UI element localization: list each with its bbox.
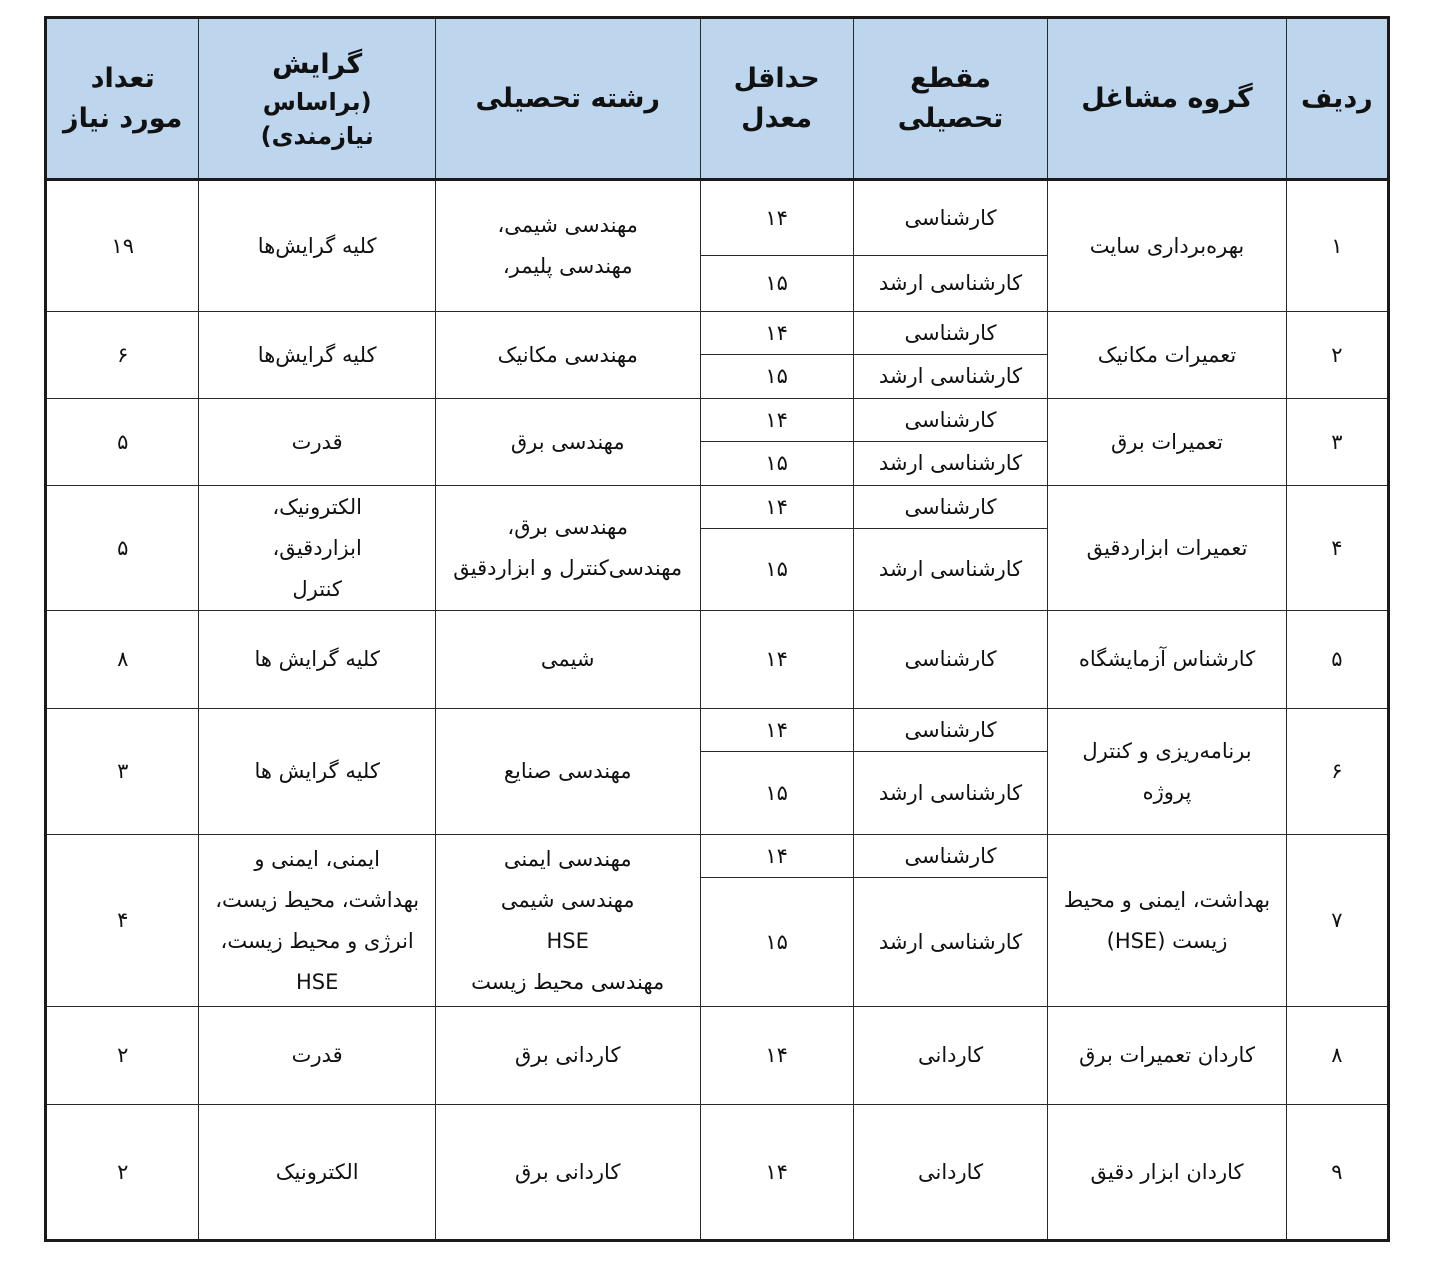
field-line: شیمی xyxy=(540,647,595,671)
degree-cell: کارشناسی xyxy=(853,312,1047,355)
degree-cell: کارشناسی xyxy=(853,709,1047,752)
row-number-cell: ۵ xyxy=(1286,611,1388,709)
header-degree-line: تحصیلی xyxy=(897,102,1004,134)
field-line: مهندسی محیط زیست xyxy=(471,969,665,994)
header-min-gpa xyxy=(700,18,853,180)
table-row xyxy=(46,180,1389,256)
count-cell: ۵ xyxy=(46,486,199,611)
count-cell: ۶ xyxy=(46,312,199,399)
degree-cell: کارشناسی ارشد xyxy=(853,256,1047,312)
field-line: مهندسی شیمی xyxy=(500,887,635,912)
specialization-line: کلیه گرایش ها xyxy=(254,759,380,783)
specialization-line: کنترل xyxy=(292,576,342,601)
table-row xyxy=(46,709,1389,752)
min-gpa-cell: ۱۵ xyxy=(700,355,853,399)
header-specialization xyxy=(199,18,436,180)
job-group-line: بهره‌برداری سایت xyxy=(1089,233,1245,258)
field-line: مهندسی برق، xyxy=(507,515,628,539)
header-row xyxy=(46,18,1389,180)
min-gpa-cell: ۱۴ xyxy=(700,835,853,878)
min-gpa-cell: ۱۵ xyxy=(700,442,853,486)
specialization-line: HSE xyxy=(295,969,339,994)
table-row xyxy=(46,611,1389,709)
count-cell: ۲ xyxy=(46,1105,199,1241)
table-row xyxy=(46,399,1389,442)
min-gpa-cell: ۱۴ xyxy=(700,180,853,256)
min-gpa-cell: ۱۵ xyxy=(700,878,853,1007)
specialization-line: ایمنی، ایمنی و xyxy=(254,846,380,871)
job-group-cell xyxy=(1048,709,1287,835)
field-cell xyxy=(435,611,700,709)
degree-cell: کارشناسی xyxy=(853,486,1047,529)
row-number-cell: ۶ xyxy=(1286,709,1388,835)
degree-cell: کارشناسی ارشد xyxy=(853,878,1047,1007)
min-gpa-cell: ۱۴ xyxy=(700,399,853,442)
min-gpa-cell: ۱۴ xyxy=(700,312,853,355)
min-gpa-cell: ۱۵ xyxy=(700,752,853,835)
field-cell xyxy=(435,312,700,399)
job-group-cell xyxy=(1048,312,1287,399)
specialization-line: کلیه گرایش‌ها xyxy=(257,342,377,367)
table-row xyxy=(46,1105,1389,1241)
field-line: کاردانی برق xyxy=(514,1159,621,1184)
job-group-cell xyxy=(1048,486,1287,611)
field-line: کاردانی برق xyxy=(514,1043,621,1067)
specialization-cell xyxy=(199,835,436,1007)
specialization-cell xyxy=(199,399,436,486)
header-degree-line: مقطع xyxy=(910,62,991,94)
field-cell xyxy=(435,835,700,1007)
min-gpa-cell: ۱۴ xyxy=(700,611,853,709)
table-row xyxy=(46,835,1389,878)
field-cell xyxy=(435,399,700,486)
specialization-line: الکترونیک xyxy=(275,1159,359,1184)
field-line: مهندسی مکانیک xyxy=(497,342,638,367)
field-cell xyxy=(435,486,700,611)
min-gpa-cell: ۱۴ xyxy=(700,1105,853,1241)
table-row xyxy=(46,312,1389,355)
requirements-table-wrapper xyxy=(44,16,1390,1242)
degree-cell: کارشناسی ارشد xyxy=(853,355,1047,399)
job-group-cell xyxy=(1048,180,1287,312)
count-cell: ۸ xyxy=(46,611,199,709)
degree-cell: کارشناسی ارشد xyxy=(853,442,1047,486)
row-number-cell: ۷ xyxy=(1286,835,1388,1007)
row-number-cell: ۱ xyxy=(1286,180,1388,312)
row-number-cell: ۹ xyxy=(1286,1105,1388,1241)
job-group-cell xyxy=(1048,399,1287,486)
specialization-cell xyxy=(199,312,436,399)
header-gpa-line: حداقل xyxy=(733,62,820,94)
header-job-group-label: گروه مشاغل xyxy=(1081,82,1253,114)
job-group-cell xyxy=(1048,835,1287,1007)
specialization-line: الکترونیک، xyxy=(272,494,362,519)
row-number-cell: ۳ xyxy=(1286,399,1388,486)
header-job-group xyxy=(1048,18,1287,180)
min-gpa-cell: ۱۵ xyxy=(700,256,853,312)
table-header xyxy=(46,18,1389,180)
field-cell xyxy=(435,180,700,312)
count-cell: ۳ xyxy=(46,709,199,835)
degree-cell: کارشناسی xyxy=(853,835,1047,878)
header-spec-sub: نیازمندی) xyxy=(260,121,374,150)
field-cell xyxy=(435,709,700,835)
count-cell: ۴ xyxy=(46,835,199,1007)
specialization-line: ابزاردقیق، xyxy=(272,535,362,560)
job-group-line: تعمیرات مکانیک xyxy=(1097,342,1237,367)
min-gpa-cell: ۱۴ xyxy=(700,1007,853,1105)
specialization-line: قدرت xyxy=(291,429,343,454)
count-cell: ۱۹ xyxy=(46,180,199,312)
degree-cell: کارشناسی xyxy=(853,399,1047,442)
min-gpa-cell: ۱۴ xyxy=(700,486,853,529)
specialization-line: کلیه گرایش‌ها xyxy=(257,233,377,258)
header-count xyxy=(46,18,199,180)
specialization-cell xyxy=(199,1007,436,1105)
specialization-cell xyxy=(199,611,436,709)
table-body xyxy=(46,180,1389,1241)
specialization-line: قدرت xyxy=(291,1043,343,1067)
header-count-line: تعداد xyxy=(90,62,155,94)
count-cell: ۲ xyxy=(46,1007,199,1105)
field-line: مهندسی صنایع xyxy=(503,759,632,783)
header-count-line: مورد نیاز xyxy=(63,102,183,134)
specialization-cell xyxy=(199,180,436,312)
degree-cell: کارشناسی xyxy=(853,611,1047,709)
field-cell xyxy=(435,1007,700,1105)
header-field-label: رشته تحصیلی xyxy=(475,82,660,114)
job-group-line: کاردان ابزار دقیق xyxy=(1090,1159,1244,1184)
job-group-line: پروژه xyxy=(1142,779,1192,804)
header-gpa-line: معدل xyxy=(741,102,813,134)
row-number-cell: ۴ xyxy=(1286,486,1388,611)
count-cell: ۵ xyxy=(46,399,199,486)
header-spec-sub: (براساس xyxy=(262,87,372,116)
table-row xyxy=(46,486,1389,529)
job-group-line: بهداشت، ایمنی و محیط xyxy=(1063,887,1271,912)
job-group-cell xyxy=(1048,611,1287,709)
job-group-line: کارشناس آزمایشگاه xyxy=(1078,647,1256,671)
field-line: مهندسی‌کنترل و ابزاردقیق xyxy=(453,556,683,580)
job-group-line: برنامه‌ریزی و کنترل xyxy=(1082,738,1252,763)
job-group-line: تعمیرات ابزاردقیق xyxy=(1086,535,1248,560)
specialization-cell xyxy=(199,1105,436,1241)
job-group-line: زیست (HSE) xyxy=(1106,928,1228,953)
table-row xyxy=(46,1007,1389,1105)
min-gpa-cell: ۱۴ xyxy=(700,709,853,752)
field-line: HSE xyxy=(546,928,589,953)
field-line: مهندسی برق xyxy=(510,429,625,454)
degree-cell: کارشناسی ارشد xyxy=(853,752,1047,835)
specialization-cell xyxy=(199,709,436,835)
row-number-cell: ۸ xyxy=(1286,1007,1388,1105)
header-degree xyxy=(853,18,1047,180)
row-number-cell: ۲ xyxy=(1286,312,1388,399)
specialization-line: کلیه گرایش ها xyxy=(254,647,380,671)
field-cell xyxy=(435,1105,700,1241)
degree-cell: کاردانی xyxy=(853,1105,1047,1241)
job-group-line: تعمیرات برق xyxy=(1110,429,1224,454)
specialization-line: انرژی و محیط زیست، xyxy=(220,928,414,953)
degree-cell: کاردانی xyxy=(853,1007,1047,1105)
field-line: مهندسی ایمنی xyxy=(503,846,632,871)
degree-cell: کارشناسی xyxy=(853,180,1047,256)
field-line: مهندسی شیمی، xyxy=(497,213,638,237)
header-spec-title: گرایش xyxy=(272,48,363,80)
requirements-table xyxy=(44,16,1390,1242)
specialization-cell xyxy=(199,486,436,611)
min-gpa-cell: ۱۵ xyxy=(700,529,853,611)
job-group-cell xyxy=(1048,1105,1287,1241)
job-group-line: کاردان تعمیرات برق xyxy=(1079,1043,1255,1067)
job-group-cell xyxy=(1048,1007,1287,1105)
specialization-line: بهداشت، محیط زیست، xyxy=(215,887,420,912)
header-row-label: ردیف xyxy=(1301,82,1373,114)
field-line: مهندسی پلیمر، xyxy=(502,254,633,278)
header-row-number xyxy=(1286,18,1388,180)
header-field xyxy=(435,18,700,180)
degree-cell: کارشناسی ارشد xyxy=(853,529,1047,611)
